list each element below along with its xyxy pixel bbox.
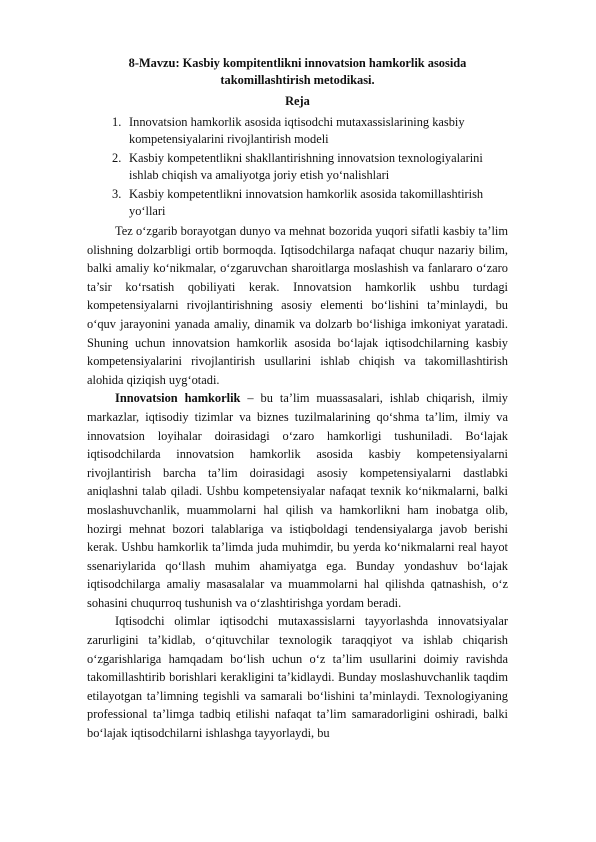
paragraph-scholars: Iqtisodchi olimlar iqtisodchi mutaxassislarni tayyorlashda innovatsiyalar zarurligini ta’kidlab, o‘qituvchilar texnologik taraqqiyot va ishlab chiqarish o‘zgarishlariga hamqadam bo‘lish uchun o‘z ta’lim usullarini doimiy ravishda takomillashtirib borishlari kerakligini ta’kidlaydi. Bunday moslashuvchanlik taqdim etilayotgan ta’limning tegishli va samarali bo‘lishini ta’minlaydi. Texnologiyaning professional ta’limga tadbiq etilishi nafaqat ta’lim samaradorligini oshiradi, balki bo‘lajak iqtisodchilarni ishlashga tayyorlaydi, bu [87,614,508,741]
plan-item-text: Kasbiy kompetentlikni innovatsion hamkorlik asosida takomillashtirish yo‘llari [129,187,484,218]
document-title: 8-Mavzu: Kasbiy kompitentlikni innovatsion hamkorlik asosida takomillashtirish metodikasi. [128,56,467,87]
plan-item [87,114,508,147]
plan-item [87,150,508,183]
plan-item [87,186,508,219]
document-page [87,55,508,743]
plan-item-text: Innovatsion hamkorlik asosida iqtisodchi mutaxassislarining kasbiy kompetensiyalarini rivojlantirish modeli [129,115,465,146]
paragraph-intro: Tez o‘zgarib borayotgan dunyo va mehnat bozorida yuqori sifatli kasbiy ta’lim olishning dolzarbligi ortib bormoqda. Iqtisodchilarga nafaqat chuqur nazariy bilim, balki amaliy ko‘nikmalar, o‘zgaruvchan sharoitlarga moslashish va fanlararo o‘zaro ta’sir ko‘rsatish qobiliyati kerak. Innovatsion hamkorlik ushbu turdagi kompetensiyalarni rivojlantirishning asosiy elementi bo‘lishini ta’minlaydi, bu o‘quv jarayonini yanada amaliy, dinamik va dolzarb bo‘lishiga imkoniyat yaratadi. Shuning uchun innovatsion hamkorlik asosida bo‘lajak iqtisodchilarning kasbiy kompetensiyalarini rivojlantirish usullarini ishlab chiqish va takomillashtirish alohida qiziqish uyg‘otadi. [87,224,508,387]
plan-list [87,114,508,219]
defined-term: Innovatsion hamkorlik [115,391,241,406]
paragraph-definition [87,389,508,612]
definition-text: – bu ta’lim muassasalari, ishlab chiqarish, ilmiy markazlar, iqtisodiy tizimlar va biznes tuzilmalarining qo‘shma ta’lim, ilmiy va innovatsion loyihalar doirasidagi o‘zaro hamkorligi tushuniladi. Bo‘lajak iqtisodchilarda innovatsion hamkorlik asosida kasbiy kompetensiyalarni rivojlantirish barcha ta’lim doirasidagi asosiy kompetensiyalarni dastlabki aniqlashni talab qiladi. Ushbu kompetensiyalar nafaqat texnik ko‘nikmalarni, balki moslashuvchanlik, muammolarni hal qilish va hamkorlikni ham inobatga olib, hozirgi mehnat bozori talablariga va istiqboldagi tendensiyalarga javob berishi kerak. Ushbu hamkorlik ta’limda juda muhimdir, bu yerda ko‘nikmalarni real hayot ssenariylarida qo‘llash muhim ahamiyatga ega. Bunday yondashuv bo‘lajak iqtisodchilarga amaliy masasalalar va muammolarni hal qilishda qatnashish, o‘z sohasini chuqurroq tushunish va o‘zlashtirishga yordam beradi. [87,391,508,610]
plan-heading: Reja [285,94,310,108]
plan-item-text: Kasbiy kompetentlikni shakllantirishning innovatsion texnologiyalarini ishlab chiqish va amaliyotga joriy etish yo‘nalishlari [129,151,483,182]
plan-item-number: 1. [112,115,122,129]
plan-item-number: 2. [112,151,122,165]
plan-item-number: 3. [112,187,122,201]
